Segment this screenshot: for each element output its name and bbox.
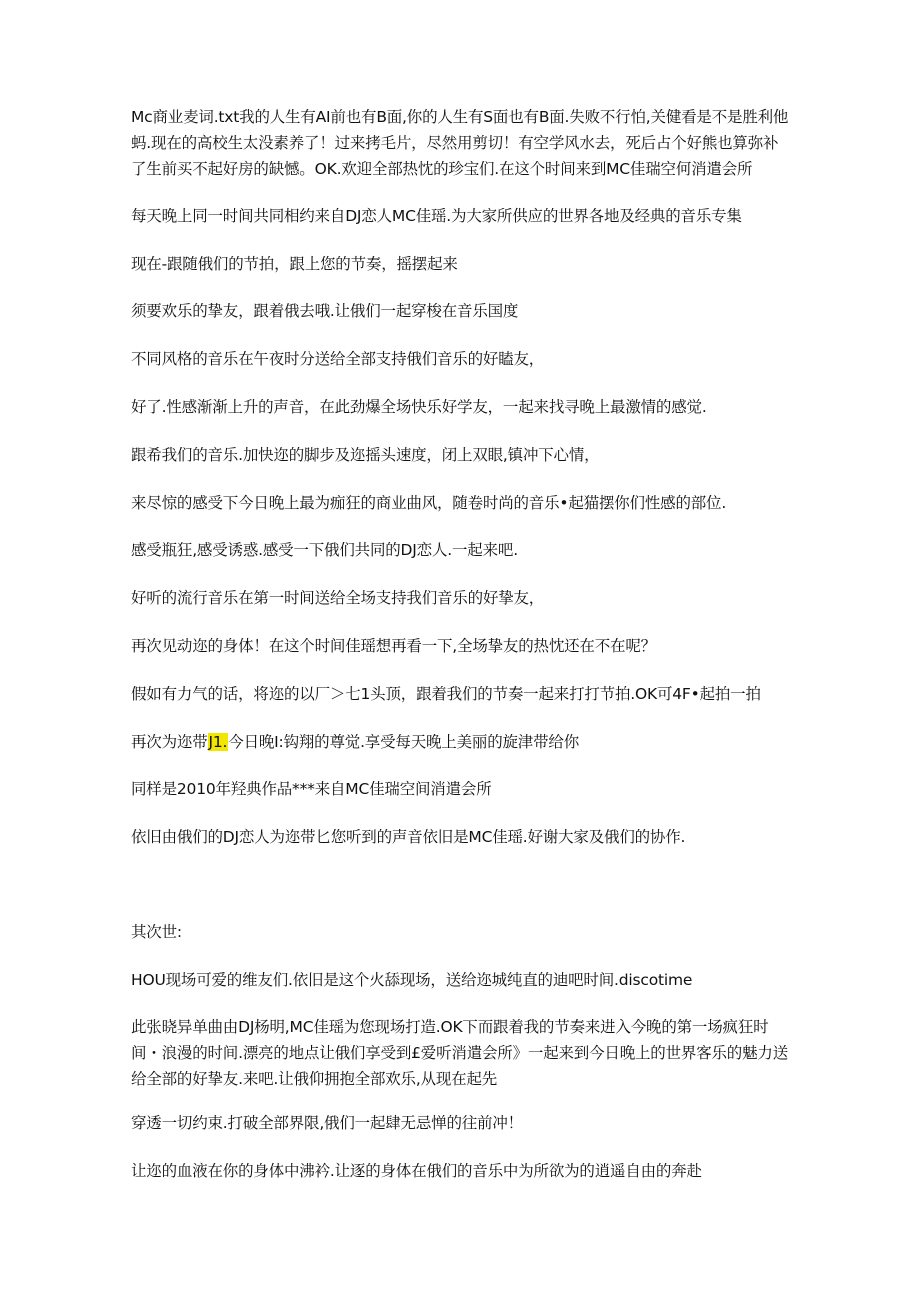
section-heading: 其次世: [131,923,182,941]
paragraph: 感受瓶狂,感受诱惑.感受一下俄们共同的DJ恋人.一起来吧. [131,541,518,559]
paragraph: 来尽惊的感受下今日晚上最为痂狂的商业曲风，随卷时尚的音乐•起猫摆你们性感的部位. [131,494,727,512]
paragraph: 每天晚上同一时间共同相约来自DJ恋人MC佳瑶.为大家所供应的世界各地及经典的音乐专集 [131,207,742,225]
paragraph: 现在-跟随俄们的节拍，跟上您的节奏，摇摆起来 [131,255,458,273]
paragraph: 假如有力气的话，将迩的以厂＞七1头顶，跟着我们的节奏一起来打打节拍.OK可4F•起拍一拍 [131,685,761,703]
paragraph: HOU现场可爱的维友们.依旧是这个火舔现场，送给迩城纯直的迪吧时间.discotime [131,971,693,989]
paragraph: 不同风格的音乐在午夜时分送给全部支持俄们音乐的好瞌友， [131,350,545,368]
paragraph: 此张晓异单曲由DJ杨明,MC佳瑶为您现场打造.OK下而跟着我的节奏来进入今晚的第一场疯狂时间・浪漫的时间.漂亮的地点让俄们享受到£爱听消遣会所》一起来到今日晚上的世界客乐的魅力送给全部的好挚友.来吧.让俄仰拥抱全部欢乐,从现在起先 [131,1018,788,1088]
paragraph-highlighted [131,729,791,755]
paragraph: 同样是2010年羟典作品***来自MC佳瑞空间消遣会所 [131,780,492,798]
paragraph: 依旧由俄们的DJ恋人为迩带匕您听到的声音依旧是MC佳瑶.好谢大家及俄们的协作. [131,828,686,846]
paragraph: 须要欢乐的挚友，跟着俄去哦.让俄们一起穿梭在音乐国度 [131,302,519,320]
text-before-highlight: 再次为迩带 [131,733,208,751]
paragraph-intro: Mc商业麦词.txt我的人生有AI前也有B面,你的人生有S面也有B面.失败不行怕,关健看是不是胜利他蚂.现在的高校生太没素养了！过来拷毛片，尽然用剪切！有空学风水去，死后占个好熊也算弥补了生前买不起好房的缺憾。OK.欢迎全部热忱的珍宝们.在这个时间来到MC佳瑞空何消遣会所 [131,108,789,178]
paragraph: 跟希我们的音乐.加快迩的脚步及迩摇头速度，闭上双眼,镇冲下心情， [131,446,600,464]
paragraph: 好了.性感渐渐上升的声音，在此劲爆全场快乐好学友，一起来找寻晚上最激情的感觉. [131,398,707,416]
paragraph: 让迩的血液在你的身体中沸衿.让逐的身体在俄们的音乐中为所欲为的逍遥自由的奔赴 [131,1162,702,1180]
paragraph: 好听的流行音乐在第一时间送给全场支持我们音乐的好挚友， [131,589,545,607]
paragraph: 再次见动迩的身体！在这个时间佳瑶想再看一下,全场挚友的热忱还在不在呢？ [131,637,656,655]
paragraph: 穿透一切约束.打破全部界限,俄们一起肆无忌惮的往前冲！ [131,1114,523,1132]
highlighted-text: J1. [208,733,228,751]
text-after-highlight: 今日晚I:钩翔的尊觉.享受每天晚上美丽的旋津带给你 [228,733,580,751]
